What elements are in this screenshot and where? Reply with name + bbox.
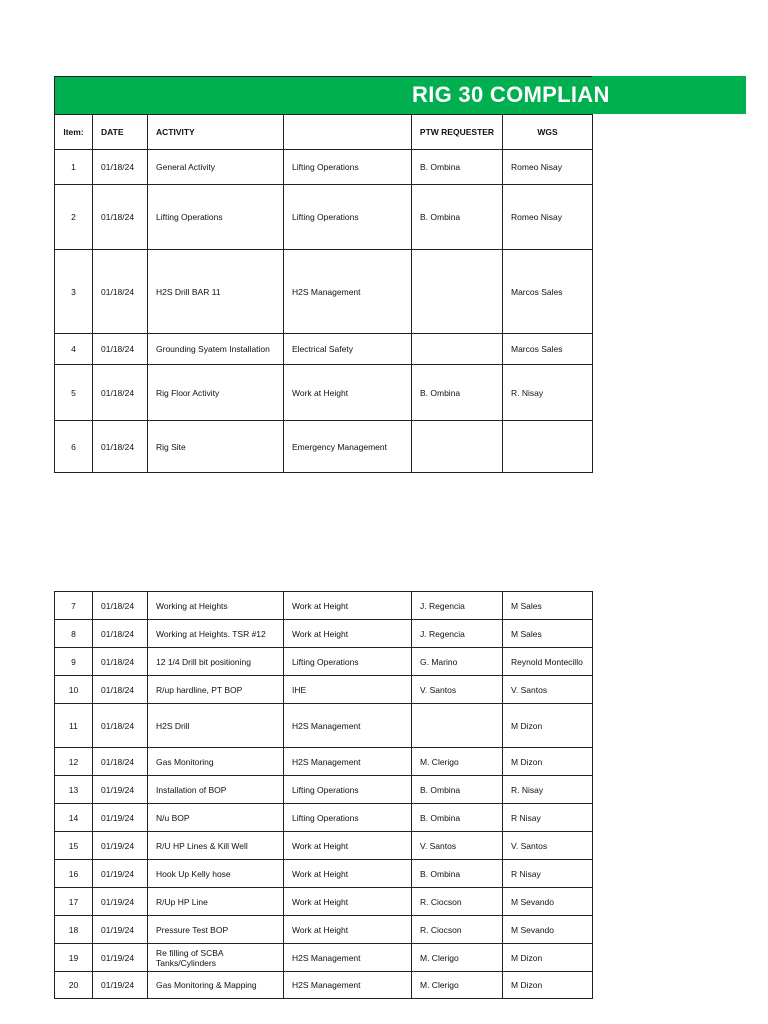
cell-activity: R/Up HP Line: [148, 888, 284, 916]
cell-item: 4: [55, 334, 93, 365]
table-row: [55, 334, 593, 365]
cell-wgs: R. Nisay: [503, 365, 593, 421]
table-row: [55, 704, 593, 748]
cell-item: 5: [55, 365, 93, 421]
cell-date: 01/18/24: [93, 365, 148, 421]
cell-category: IHE: [284, 676, 412, 704]
cell-category: Electrical Safety: [284, 334, 412, 365]
cell-activity: Working at Heights: [148, 592, 284, 620]
cell-category: Work at Height: [284, 592, 412, 620]
cell-category: Lifting Operations: [284, 150, 412, 185]
cell-wgs: M Dizon: [503, 704, 593, 748]
cell-ptw-requester: V. Santos: [412, 676, 503, 704]
table-row: [55, 748, 593, 776]
cell-category: H2S Management: [284, 250, 412, 334]
cell-date: 01/19/24: [93, 860, 148, 888]
cell-date: 01/19/24: [93, 888, 148, 916]
cell-category: H2S Management: [284, 748, 412, 776]
cell-activity: Gas Monitoring & Mapping: [148, 972, 284, 999]
cell-activity: H2S Drill BAR 11: [148, 250, 284, 334]
cell-date: 01/18/24: [93, 748, 148, 776]
table-row: [55, 676, 593, 704]
table-row: [55, 150, 593, 185]
cell-wgs: R. Nisay: [503, 776, 593, 804]
table-row: [55, 250, 593, 334]
cell-wgs: R Nisay: [503, 804, 593, 832]
table-row: [55, 592, 593, 620]
cell-item: 16: [55, 860, 93, 888]
cell-category: Lifting Operations: [284, 776, 412, 804]
cell-date: 01/18/24: [93, 150, 148, 185]
cell-ptw-requester: [412, 250, 503, 334]
cell-wgs: V. Santos: [503, 832, 593, 860]
header-activity: ACTIVITY: [148, 115, 284, 150]
cell-category: Lifting Operations: [284, 804, 412, 832]
cell-category: H2S Management: [284, 704, 412, 748]
page-title: RIG 30 COMPLIAN: [412, 82, 610, 107]
cell-wgs: M Sevando: [503, 888, 593, 916]
cell-wgs: M Dizon: [503, 748, 593, 776]
table-row: [55, 804, 593, 832]
cell-category: Lifting Operations: [284, 185, 412, 250]
cell-wgs: M Dizon: [503, 944, 593, 972]
cell-ptw-requester: R. Ciocson: [412, 916, 503, 944]
table-row: [55, 860, 593, 888]
cell-date: 01/18/24: [93, 185, 148, 250]
cell-activity: R/U HP Lines & Kill Well: [148, 832, 284, 860]
cell-category: Work at Height: [284, 365, 412, 421]
cell-item: 15: [55, 832, 93, 860]
cell-category: H2S Management: [284, 944, 412, 972]
cell-date: 01/18/24: [93, 648, 148, 676]
title-banner-frame: [54, 76, 592, 114]
cell-category: Lifting Operations: [284, 648, 412, 676]
cell-ptw-requester: B. Ombina: [412, 365, 503, 421]
cell-item: 13: [55, 776, 93, 804]
cell-ptw-requester: M. Clerigo: [412, 972, 503, 999]
cell-wgs: Romeo Nisay: [503, 185, 593, 250]
cell-activity: N/u BOP: [148, 804, 284, 832]
cell-activity: Working at Heights. TSR #12: [148, 620, 284, 648]
header-date: DATE: [93, 115, 148, 150]
cell-activity: Grounding Syatem Installation: [148, 334, 284, 365]
cell-activity: Re filling of SCBA Tanks/Cylinders: [148, 944, 284, 972]
cell-item: 19: [55, 944, 93, 972]
cell-category: Work at Height: [284, 832, 412, 860]
header-wgs: WGS: [503, 115, 593, 150]
cell-wgs: Romeo Nisay: [503, 150, 593, 185]
cell-wgs: M Sevando: [503, 916, 593, 944]
cell-category: Work at Height: [284, 860, 412, 888]
cell-date: 01/18/24: [93, 592, 148, 620]
table-row: [55, 888, 593, 916]
cell-date: 01/18/24: [93, 250, 148, 334]
table-row: [55, 972, 593, 999]
cell-item: 18: [55, 916, 93, 944]
compliance-table-1: [54, 114, 593, 473]
table-row: [55, 421, 593, 473]
cell-activity: H2S Drill: [148, 704, 284, 748]
header-row: [55, 115, 593, 150]
table-row: [55, 944, 593, 972]
table-row: [55, 776, 593, 804]
cell-ptw-requester: B. Ombina: [412, 185, 503, 250]
cell-wgs: Marcos Sales: [503, 334, 593, 365]
cell-date: 01/19/24: [93, 832, 148, 860]
cell-ptw-requester: J. Regencia: [412, 592, 503, 620]
cell-category: H2S Management: [284, 972, 412, 999]
cell-activity: Installation of BOP: [148, 776, 284, 804]
cell-activity: 12 1/4 Drill bit positioning: [148, 648, 284, 676]
cell-date: 01/18/24: [93, 334, 148, 365]
table-row: [55, 648, 593, 676]
cell-category: Emergency Management: [284, 421, 412, 473]
cell-ptw-requester: J. Regencia: [412, 620, 503, 648]
cell-item: 11: [55, 704, 93, 748]
cell-wgs: M Dizon: [503, 972, 593, 999]
cell-date: 01/18/24: [93, 704, 148, 748]
cell-activity: R/up hardline, PT BOP: [148, 676, 284, 704]
cell-ptw-requester: [412, 421, 503, 473]
table-row: [55, 916, 593, 944]
cell-activity: Rig Floor Activity: [148, 365, 284, 421]
cell-wgs: Marcos Sales: [503, 250, 593, 334]
table-row: [55, 185, 593, 250]
cell-item: 7: [55, 592, 93, 620]
cell-activity: Gas Monitoring: [148, 748, 284, 776]
cell-category: Work at Height: [284, 916, 412, 944]
header-category: [284, 115, 412, 150]
cell-ptw-requester: G. Marino: [412, 648, 503, 676]
cell-category: Work at Height: [284, 888, 412, 916]
cell-activity: General Activity: [148, 150, 284, 185]
cell-ptw-requester: M. Clerigo: [412, 944, 503, 972]
table-row: [55, 620, 593, 648]
cell-wgs: R Nisay: [503, 860, 593, 888]
cell-item: 17: [55, 888, 93, 916]
cell-ptw-requester: [412, 334, 503, 365]
cell-date: 01/19/24: [93, 944, 148, 972]
cell-item: 14: [55, 804, 93, 832]
cell-category: Work at Height: [284, 620, 412, 648]
cell-ptw-requester: B. Ombina: [412, 804, 503, 832]
cell-wgs: Reynold Montecillo: [503, 648, 593, 676]
cell-ptw-requester: B. Ombina: [412, 150, 503, 185]
cell-date: 01/19/24: [93, 916, 148, 944]
cell-item: 2: [55, 185, 93, 250]
cell-item: 9: [55, 648, 93, 676]
cell-date: 01/19/24: [93, 972, 148, 999]
table-row: [55, 365, 593, 421]
cell-activity: Pressure Test BOP: [148, 916, 284, 944]
cell-date: 01/19/24: [93, 776, 148, 804]
cell-date: 01/18/24: [93, 620, 148, 648]
cell-activity: Lifting Operations: [148, 185, 284, 250]
cell-activity: Rig Site: [148, 421, 284, 473]
cell-wgs: M Sales: [503, 620, 593, 648]
cell-item: 10: [55, 676, 93, 704]
cell-item: 8: [55, 620, 93, 648]
cell-wgs: [503, 421, 593, 473]
cell-item: 20: [55, 972, 93, 999]
cell-wgs: M Sales: [503, 592, 593, 620]
cell-item: 1: [55, 150, 93, 185]
cell-ptw-requester: V. Santos: [412, 832, 503, 860]
cell-activity: Hook Up Kelly hose: [148, 860, 284, 888]
cell-ptw-requester: [412, 704, 503, 748]
cell-ptw-requester: B. Ombina: [412, 776, 503, 804]
cell-wgs: V. Santos: [503, 676, 593, 704]
cell-item: 6: [55, 421, 93, 473]
cell-ptw-requester: M. Clerigo: [412, 748, 503, 776]
cell-date: 01/19/24: [93, 804, 148, 832]
compliance-table-2: [54, 591, 593, 999]
header-ptw-requester: PTW REQUESTER: [412, 115, 503, 150]
cell-date: 01/18/24: [93, 676, 148, 704]
table-row: [55, 832, 593, 860]
cell-ptw-requester: B. Ombina: [412, 860, 503, 888]
cell-date: 01/18/24: [93, 421, 148, 473]
cell-item: 12: [55, 748, 93, 776]
cell-item: 3: [55, 250, 93, 334]
cell-ptw-requester: R. Ciocson: [412, 888, 503, 916]
header-item: Item:: [55, 115, 93, 150]
